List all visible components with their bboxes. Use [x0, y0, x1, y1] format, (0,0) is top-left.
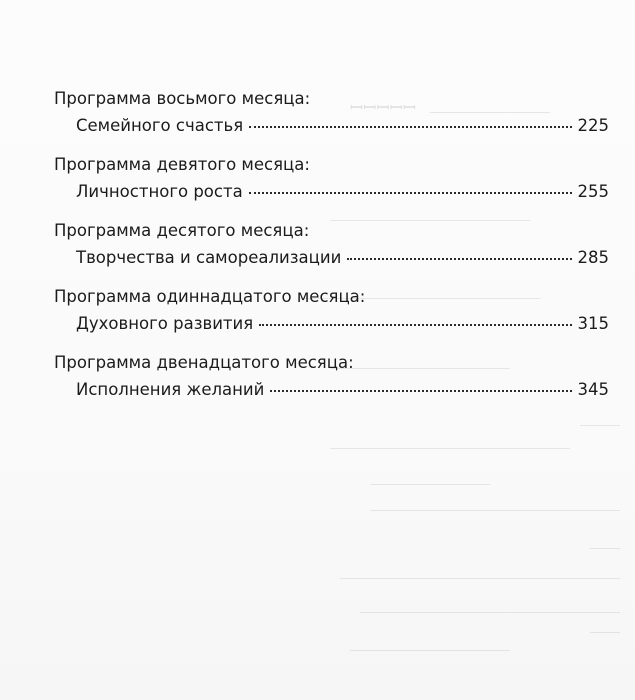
bleed-through-line — [370, 484, 490, 485]
toc-entry — [54, 220, 609, 270]
toc-page-number: 225 — [577, 116, 609, 135]
bleed-through-line — [350, 650, 510, 651]
toc-entry-line — [54, 378, 609, 402]
toc-entry — [54, 286, 609, 336]
toc-page-number: 315 — [577, 314, 609, 333]
toc-page-number: 345 — [577, 380, 609, 399]
bleed-through-line — [590, 632, 620, 633]
toc-entry-subtitle: Семейного счастья — [76, 116, 244, 135]
bleed-through-line — [360, 612, 620, 613]
toc-entry-line — [54, 246, 609, 270]
dot-leader — [347, 258, 571, 260]
toc-entry-line — [54, 114, 609, 138]
bleed-through-line — [330, 448, 570, 449]
dot-leader — [249, 192, 572, 194]
toc-entry-title: Программа одиннадцатого месяца: — [54, 287, 366, 306]
bleed-through-line — [580, 425, 620, 426]
bleed-through-line — [370, 510, 620, 511]
toc-entry-title: Программа десятого месяца: — [54, 221, 310, 240]
toc-entry-title: Программа девятого месяца: — [54, 155, 310, 174]
toc-entry-subtitle: Творчества и самореализации — [76, 248, 342, 267]
toc-page-number: 255 — [577, 182, 609, 201]
toc-entry-line — [54, 180, 609, 204]
toc-entry — [54, 88, 609, 138]
dot-leader — [270, 390, 571, 392]
bleed-through-line — [590, 548, 620, 549]
toc-entry-subtitle: Исполнения желаний — [76, 380, 265, 399]
toc-entry-line — [54, 312, 609, 336]
table-of-contents — [54, 88, 609, 418]
dot-leader — [249, 126, 571, 128]
toc-page-number: 285 — [577, 248, 609, 267]
bleed-through-line — [340, 578, 620, 579]
toc-entry — [54, 154, 609, 204]
dot-leader — [259, 324, 571, 326]
bleed-through-text: ꟷꟷꟷꟷꟷ — [350, 98, 417, 117]
toc-entry-subtitle: Личностного роста — [76, 182, 243, 201]
toc-entry — [54, 352, 609, 402]
toc-entry-title: Программа двенадцатого месяца: — [54, 353, 354, 372]
toc-entry-title: Программа восьмого месяца: — [54, 89, 311, 108]
toc-entry-subtitle: Духовного развития — [76, 314, 254, 333]
